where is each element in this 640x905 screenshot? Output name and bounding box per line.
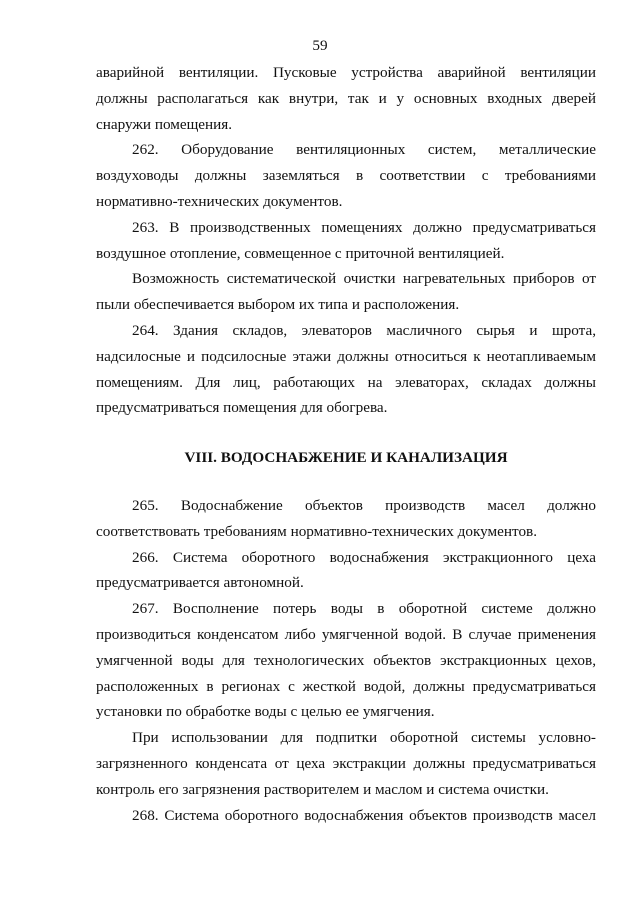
paragraph-263: 263. В производственных помещениях должно предусматриваться воздушное отопление, совмещенное с приточной вентиляцией. — [96, 218, 596, 262]
page-body — [96, 60, 596, 828]
paragraph-267-continuation: При использовании для подпитки оборотной системы условно-загрязненного конденсата от цеха экстракции должны предусматриваться контроль его загрязнения растворителем и маслом и система очистки. — [96, 729, 596, 798]
page-number: 59 — [312, 37, 328, 54]
paragraph-268: 268. Система оборотного водоснабжения объектов производств масел — [132, 806, 596, 824]
section-heading: VIII. ВОДОСНАБЖЕНИЕ И КАНАЛИЗАЦИЯ — [184, 449, 508, 467]
paragraph-264: 264. Здания складов, элеваторов масличного сырья и шрота, надсилосные и подсилосные этажи должны относиться к неотапливаемым помещениям. Для лиц, работающих на элеваторах, складах должны предусматриваться помещения для обогрева. — [96, 321, 596, 417]
paragraph-266: 266. Система оборотного водоснабжения экстракционного цеха предусматривается автономной. — [96, 548, 596, 592]
paragraph-continuation: аварийной вентиляции. Пусковые устройства аварийной вентиляции должны располагаться как внутри, так и у основных входных дверей снаружи помещения. — [96, 64, 596, 133]
paragraph-267: 267. Восполнение потерь воды в оборотной системе должно производиться конденсатом либо умягченной водой. В случае применения умягченной воды для технологических объектов экстракционных цехов, расположенных в регионах с жесткой водой, должны предусматриваться установки по обработке воды с целью ее умягчения. — [96, 600, 596, 721]
paragraph-265: 265. Водоснабжение объектов производств масел должно соответствовать требованиям нормативно-технических документов. — [96, 496, 596, 540]
paragraph-263-continuation: Возможность систематической очистки нагревательных приборов от пыли обеспечивается выбором их типа и расположения. — [96, 270, 596, 314]
paragraph-262: 262. Оборудование вентиляционных систем, металлические воздуховоды должны заземляться в соответствии с требованиями нормативно-технических документов. — [96, 141, 596, 210]
